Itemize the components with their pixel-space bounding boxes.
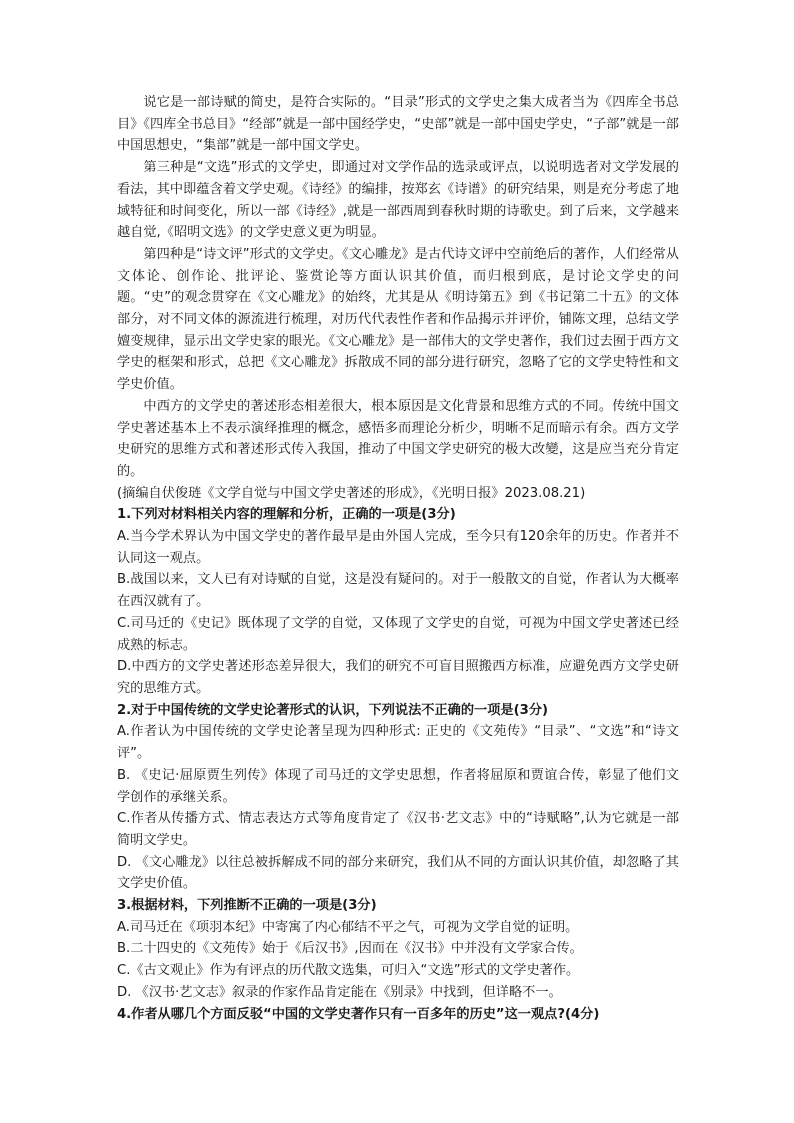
question-2-option-a: A.作者认为中国传统的文学史论著呈现为四种形式: 正史的《文苑传》“目录”、“文选”和“诗文评”。	[117, 724, 679, 762]
passage-paragraph-4: 中西方的文学史的著述形态相差很大，根本原因是文化背景和思维方式的不同。传统中国文学史著述基本上不表示演绎推理的概念，感悟多而理论分析少，明晰不足而暗示有余。西方文学史研究的思维方式和著述形式传入我国，推动了中国文学史研究的极大改變，这是应当充分肯定的。	[117, 398, 679, 479]
question-1-option-c: C.司马迁的《史记》既体现了文学的自觉，又体现了文学史的自觉，可视为中国文学史著述已经成熟的标志。	[117, 615, 679, 653]
question-4-stem: 4.作者从哪几个方面反驳“中国的文学史著作只有一百多年的历史”这一观点?(4分)	[117, 1006, 600, 1022]
question-3-option-b: B.二十四史的《文苑传》始于《后汉书》,因而在《汉书》中并没有文学家合传。	[117, 941, 583, 957]
passage-paragraph-2: 第三种是“文选”形式的文学史，即通过对文学作品的选录或评点，以说明选者对文学发展的看法，其中即蕴含着文学史观。《诗经》的编排，按郑玄《诗谱》的研究结果，则是充分考虑了地域特征和时间变化，所以一部《诗经》,就是一部西周到春秋时期的诗歌史。到了后来，文学越来越自觉,《昭明文选》的文学史意义更为明显。	[117, 160, 679, 241]
passage-paragraph-3: 第四种是“诗文评”形式的文学史。《文心雕龙》是古代诗文评中空前绝后的著作，人们经常从文体论、创作论、批评论、鉴赏论等方面认识其价值，而归根到底，是讨论文学史的问题。“史”的观念贯穿在《文心雕龙》的始终，尤其是从《明诗第五》到《书记第二十五》的文体部分，对不同文体的源流进行梳理，对历代代表性作者和作品揭示并评价，铺陈文理，总结文学嬗变规律，显示出文学史家的眼光。《文心雕龙》是一部伟大的文学史著作，我们过去囿于西方文学史的框架和形式，总把《文心雕龙》拆散成不同的部分进行研究，忽略了它的文学史特性和文学史价值。	[117, 246, 679, 393]
question-3-option-c: C.《古文观止》作为有评点的历代散文选集，可归入“文选”形式的文学史著作。	[117, 963, 580, 979]
question-1-option-b: B.战国以来，文人已有对诗赋的自觉，这是没有疑问的。对于一般散文的自觉，作者认为大概率在西汉就有了。	[117, 572, 679, 610]
question-2-option-d: D. 《文心雕龙》以往总被拆解成不同的部分来研究，我们从不同的方面认识其价值，却忽略了其文学史价值。	[117, 854, 679, 892]
question-1-stem: 1.下列对材料相关内容的理解和分析，正确的一项是(3分)	[117, 507, 456, 523]
question-2-option-c: C.作者从传播方式、情志表达方式等角度肯定了《汉书·艺文志》中的“诗赋略”,认为它就是一部简明文学史。	[117, 811, 679, 848]
question-1-option-d: D.中西方的文学史著述形态差异很大，我们的研究不可盲目照搬西方标准，应避免西方文学史研究的思维方式。	[117, 659, 679, 696]
question-2-stem: 2.对于中国传统的文学史论著形式的认识，下列说法不正确的一项是(3分)	[117, 702, 549, 718]
question-3-option-a: A.司马迁在《项羽本纪》中寄寓了内心郁结不平之气，可视为文学自觉的证明。	[117, 919, 579, 935]
passage-paragraph-1: 说它是一部诗赋的简史，是符合实际的。“目录”形式的文学史之集大成者当为《四库全书总目》《四库全书总目》“经部”就是一部中国经学史，“史部”就是一部中国史学史，“子部”就是一部中国思想史，“集部”就是一部中国文学史。	[117, 95, 679, 154]
question-3-option-d: D. 《汉书·艺文志》叙录的作家作品肯定能在《别录》中找到，但详略不一。	[117, 984, 562, 1000]
question-2-option-b: B. 《史记·屈原贾生列传》体现了司马迁的文学史思想，作者将屈原和贾谊合传，彰显了他们文学创作的承继关系。	[117, 767, 679, 805]
question-1-option-a: A.当今学术界认为中国文学史的著作最早是由外国人完成，至今只有120余年的历史。作者并不认同这一观点。	[117, 529, 679, 566]
document-page	[117, 92, 679, 1025]
question-3-stem: 3.根据材料，下列推断不正确的一项是(3分)	[117, 898, 377, 914]
source-citation: (摘编自伏俊琏《文学自觉与中国文学史著述的形成》，《光明日报》2023.08.21)	[117, 485, 586, 501]
